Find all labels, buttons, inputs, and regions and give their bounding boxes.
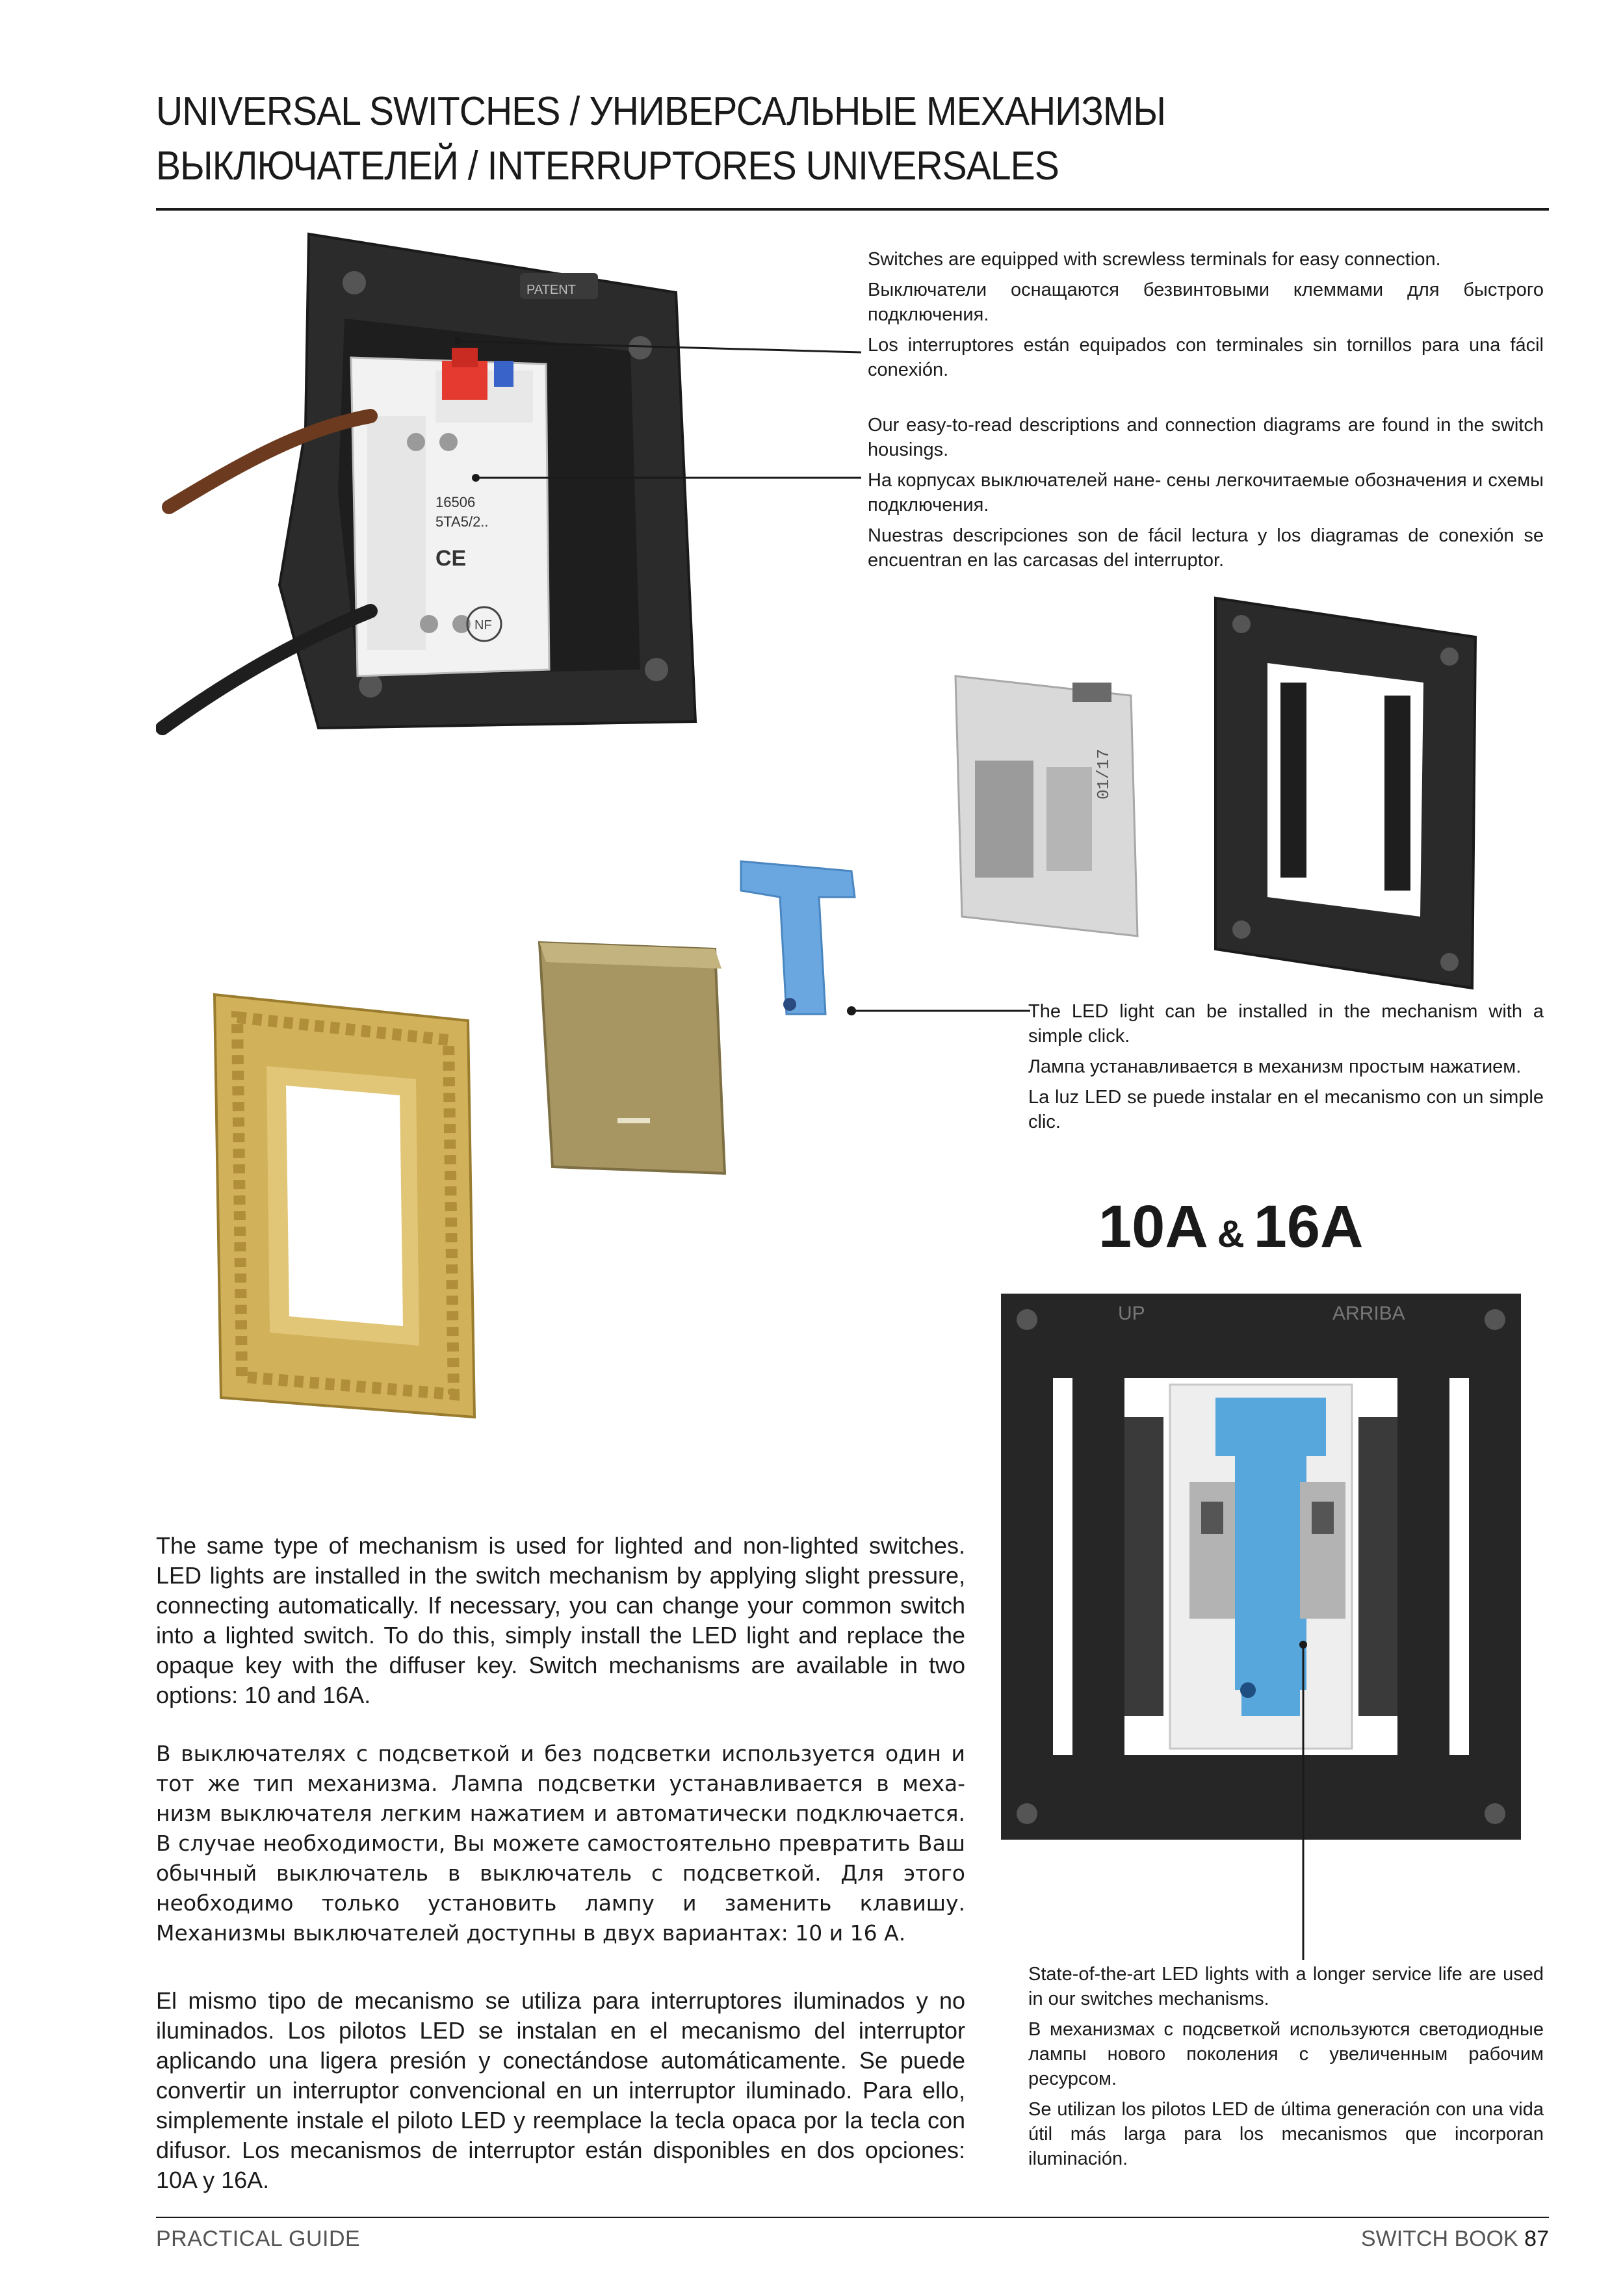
callout-led-install-es: La luz LED se puede instalar en el mecanismo con un simple clic. — [1028, 1087, 1544, 1132]
mechanism-code: 16506 — [435, 494, 476, 510]
callout-line-led — [845, 1001, 1033, 1021]
title-line-2: ВЫКЛЮЧАТЕЛЕЙ / INTERRUPTORES UNIVERSALES — [156, 144, 1059, 189]
footer-book-label: SWITCH BOOK — [1360, 2226, 1518, 2251]
body-text-ru — [156, 1739, 965, 1948]
body-paragraph-es: El mismo tipo de mecanismo se utiliza para interruptores iluminados y no iluminados. Los pilotos LED se instalan en el mecanismo del interruptor aplicando una ligera presión y conectándose automáticamente. Se puede convertir un interruptor convencional en un interruptor iluminado. Para ello, simplemente instale el piloto LED y reemplace la tecla opaca por la tecla con difusor. Los mecanismos de interruptor están disponibles en dos opciones: 10A y 16A. — [156, 1987, 965, 2193]
callout-led-life-es: Se utilizan los pilotos LED de última generación con una vida útil más larga para los mecanismos que incorporan iluminación. — [1028, 2099, 1544, 2169]
rating-heading — [1098, 1193, 1363, 1261]
ce-mark: CE — [435, 546, 467, 571]
callout-led-install-en: The LED light can be installed in the mechanism with a simple click. — [1028, 1001, 1544, 1047]
callout-led-life-en: State-of-the-art LED lights with a longer service life are used in our switches mechanisms. — [1028, 1964, 1544, 2009]
page-title — [156, 85, 1423, 194]
callout-line-led-life — [1297, 1638, 1310, 1963]
footer-right — [1222, 2226, 1549, 2252]
callout-terminals-en: Switches are equipped with screwless terminals for easy connection. — [868, 249, 1441, 270]
body-text-es — [156, 1986, 965, 2195]
callout-led-install — [1028, 999, 1544, 1140]
callout-led-life — [1028, 1962, 1544, 2177]
rating-16a: 16A — [1253, 1194, 1364, 1260]
callout-led-life-ru: В механизмах с подсветкой используются светодиодные лампы нового поколения с увеличенным рабочим ресурсом. — [1028, 2019, 1544, 2089]
header-rule — [156, 208, 1549, 211]
frame-up-mark: UP — [1118, 1303, 1145, 1324]
title-line-1: UNIVERSAL SWITCHES / УНИВЕРСАЛЬНЫЕ МЕХАНИЗМЫ — [156, 89, 1166, 134]
callout-descriptions-en: Our easy-to-read descriptions and connection diagrams are found in the switch housings. — [868, 415, 1544, 460]
body-paragraph-ru: В выключателях с подсветкой и без подсветки используется один и тот же тип механизма. Лампа подсветки устанавливается в меха- низм выключателя легким нажатием и автоматически подключается. В случае необходимости, Вы можете самостоятельно превратить Ваш обычный выключатель в выключатель с подсветкой. Для этого необходимо только установить лампу и заменить клавишу. Механизмы выключателей доступны в двух вариантах: 10 и 16 А. — [156, 1741, 965, 1946]
exploded-mechanism-code: 01/17 — [1094, 748, 1113, 800]
switch-mechanism-bottom-illustration — [994, 1287, 1527, 1846]
footer-left: PRACTICAL GUIDE — [156, 2226, 361, 2251]
callout-terminals-ru: Выключатели оснащаются безвинтовыми клеммами для быстрого подключения. — [868, 280, 1544, 325]
callout-descriptions-ru: На корпусах выключателей нане- сены легкочитаемые обозначения и схемы подключения. — [868, 470, 1544, 515]
body-text-en — [156, 1531, 965, 1710]
page-number: 87 — [1524, 2226, 1549, 2251]
mechanism-rating-mark: 5TA5/2.. — [435, 514, 489, 530]
nf-mark: NF — [474, 618, 492, 633]
patent-mark: PATENT — [526, 283, 576, 297]
callout-descriptions — [868, 413, 1544, 579]
rating-ampersand: & — [1217, 1213, 1245, 1255]
callout-led-install-ru: Лампа устанавливается в механизм простым нажатием. — [1028, 1056, 1522, 1077]
callout-terminals-es: Los interruptores están equipados con terminales sin tornillos para una fácil conexión. — [868, 335, 1544, 380]
rating-10a: 10A — [1098, 1194, 1208, 1260]
frame-arriba-mark: ARRIBA — [1332, 1303, 1405, 1324]
body-paragraph-en: The same type of mechanism is used for lighted and non-lighted switches. LED lights are installed in the switch mechanism by applying slight pressure, connecting automatically. If necessary, you can change your common switch into a lighted switch. To do this, simply install the LED light and replace the opaque key with the diffuser key. Switch mechanisms are available in two options: 10 and 16A. — [156, 1532, 965, 1708]
callout-terminals — [868, 247, 1544, 388]
callout-descriptions-es: Nuestras descripciones son de fácil lectura y los diagramas de conexión se encuentran en las carcasas del interruptor. — [868, 525, 1544, 571]
footer-rule — [156, 2217, 1549, 2218]
callout-lines-top — [455, 325, 871, 494]
